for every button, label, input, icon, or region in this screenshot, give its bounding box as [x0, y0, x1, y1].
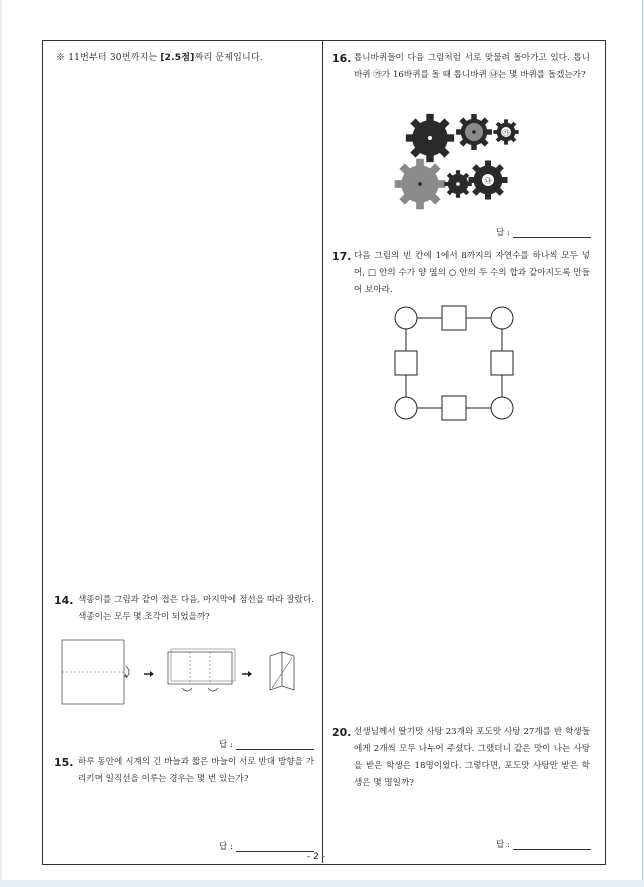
- gear-label-b: ㉯: [484, 177, 492, 185]
- question-15-answer: 답 :: [219, 840, 314, 852]
- question-14-text: 색종이를 그림과 같이 접은 다음, 마지막에 점선을 따라 잘랐다. 색종이는 모두 몇 조각이 되었을까?: [78, 595, 314, 622]
- question-16-answer: 답 :: [496, 226, 591, 238]
- question-14-number: 14.: [54, 594, 74, 607]
- column-divider: [322, 40, 323, 863]
- answer-blank[interactable]: [236, 842, 314, 852]
- gears-figure: [392, 108, 528, 212]
- question-20-answer: 답 :: [496, 838, 591, 850]
- number-square-puzzle: [390, 302, 518, 426]
- question-16-text: 톱니바퀴들이 다음 그림처럼 서로 맞물려 돌아가고 있다. 톱니바퀴 ㉮가 16바퀴를 돌 때 톱니바퀴 ㉯는 몇 바퀴를 돌겠는가?: [354, 53, 590, 80]
- question-15-text: 하루 동안에 시계의 긴 바늘과 짧은 바늘이 서로 반대 방향을 가리키며 일직선을 이루는 경우는 몇 번 있는가?: [78, 757, 314, 784]
- points-label: [2.5점]: [160, 53, 195, 63]
- instruction-note: ※ 11번부터 30번까지는 [2.5점]짜리 문제입니다.: [56, 53, 263, 63]
- question-20-text: 선생님께서 딸기맛 사탕 23개와 포도맛 사탕 27개를 반 학생들에게 2개씩 모두 나누어 주셨다. 그랬더니 같은 맛이 나는 사탕을 받은 학생은 18명이었다. 그렇다면, 포도맛 사탕만 받은 학생은 몇 명일까?: [354, 727, 590, 788]
- answer-blank[interactable]: [513, 228, 591, 238]
- exam-page: [2, 0, 643, 880]
- gear-label-a: ㉮: [502, 129, 510, 137]
- paper-folding-figure: [58, 636, 310, 708]
- question-15-number: 15.: [54, 756, 74, 769]
- question-14-answer: 답 :: [219, 738, 314, 750]
- question-17-text: 다음 그림의 빈 칸에 1에서 8까지의 자연수를 하나씩 모두 넣어, □ 안의 수가 양 옆의 ○ 안의 두 수의 합과 같아지도록 만들어 보아라.: [354, 251, 590, 295]
- question-17-number: 17.: [332, 250, 352, 263]
- question-16-number: 16.: [332, 52, 352, 65]
- question-20-number: 20.: [332, 726, 352, 739]
- answer-blank[interactable]: [513, 840, 591, 850]
- page-number: - 2 -: [307, 852, 325, 862]
- answer-blank[interactable]: [236, 740, 314, 750]
